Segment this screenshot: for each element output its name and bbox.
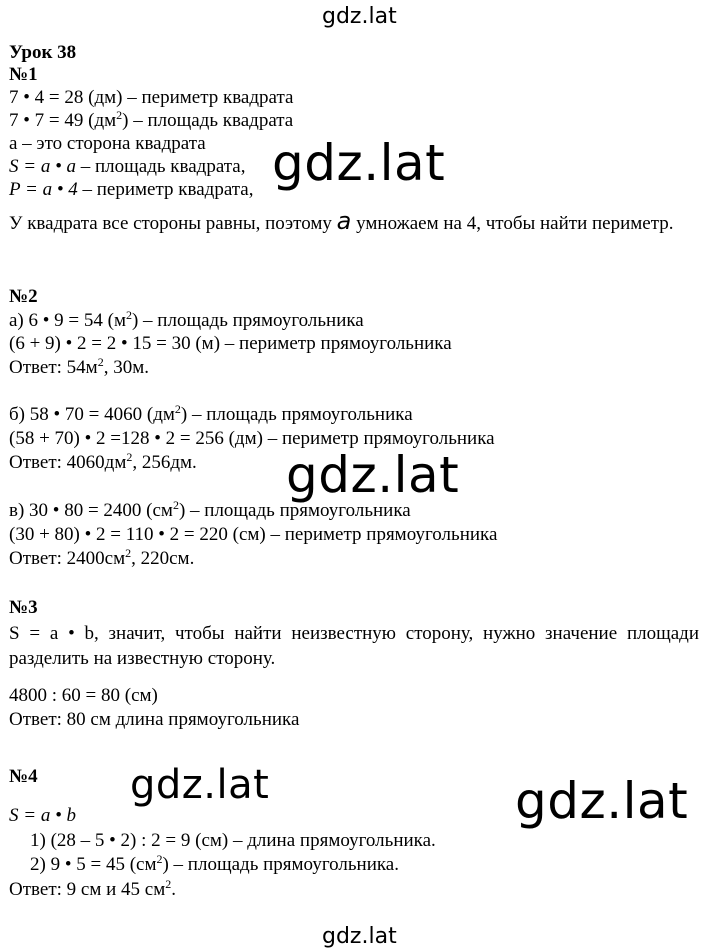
task4-formula-text: S = a • b <box>9 805 76 826</box>
task4-number: №4 <box>9 766 38 787</box>
task2-a-line2: (6 + 9) • 2 = 2 • 15 = 30 (м) – периметр прямоугольника <box>9 333 452 354</box>
task2-b1-a: б) 58 • 70 = 4060 (дм <box>9 404 175 425</box>
lesson-title: Урок 38 <box>9 42 77 63</box>
task4-formula <box>9 805 76 827</box>
task2-a3-b: , 30м. <box>103 357 149 378</box>
watermark-mid-1: gdz.lat <box>272 134 446 192</box>
task1-expl-a: У квадрата все стороны равны, поэтому <box>9 213 337 234</box>
task4-step1: 1) (28 – 5 • 2) : 2 = 9 (см) – длина прямоугольника. <box>30 830 436 851</box>
watermark-mid-3: gdz.lat <box>130 762 270 808</box>
task2-a-answer <box>9 357 149 379</box>
task2-b1-sup: 2 <box>174 402 181 416</box>
task2-b3-a: Ответ: 4060дм <box>9 452 127 473</box>
task2-a3-sup: 2 <box>97 355 104 369</box>
task2-number: №2 <box>9 286 38 307</box>
task4-s2-sup: 2 <box>156 852 163 866</box>
task2-c3-sup: 2 <box>125 546 132 560</box>
task2-c1-b: ) – площадь прямоугольника <box>178 500 411 521</box>
task2-c-answer <box>9 548 194 570</box>
task1-formula-perimeter: P = a • 4 <box>9 179 78 200</box>
task1-expl-b: умножаем на 4, чтобы найти периметр. <box>351 213 674 234</box>
task1-line3: а – это сторона квадрата <box>9 133 206 154</box>
task2-c3-a: Ответ: 2400см <box>9 548 126 569</box>
task4-answer <box>9 879 176 901</box>
task3-answer: Ответ: 80 см длина прямоугольника <box>9 709 300 730</box>
task3-paragraph: S = a • b, значит, чтобы найти неизвестную сторону, нужно значение площади разделить на известную сторону. <box>9 623 699 669</box>
task2-c1-sup: 2 <box>172 498 179 512</box>
task4-s2-b: ) – площадь прямоугольника. <box>162 854 399 875</box>
task1-line5-text: – периметр квадрата, <box>77 179 254 200</box>
watermark-mid-4: gdz.lat <box>515 772 689 830</box>
task2-a1-b: ) – площадь прямоугольника <box>131 310 364 331</box>
task2-b1-b: ) – площадь прямоугольника <box>180 404 413 425</box>
task2-b3-sup: 2 <box>126 450 133 464</box>
task2-a3-a: Ответ: 54м <box>9 357 98 378</box>
task1-line2-b: ) – площадь квадрата <box>122 110 294 131</box>
task2-c-line1 <box>9 500 411 522</box>
task2-c3-b: , 220см. <box>131 548 195 569</box>
task2-b-line1 <box>9 404 413 426</box>
watermark-bottom: gdz.lat <box>322 924 397 949</box>
task1-line1: 7 • 4 = 28 (дм) – периметр квадрата <box>9 87 294 108</box>
task2-b3-b: , 256дм. <box>132 452 197 473</box>
task2-a1-sup: 2 <box>125 308 132 322</box>
task1-line2 <box>9 110 293 132</box>
watermark-top: gdz.lat <box>322 4 397 29</box>
task1-line4-text: – площадь квадрата, <box>75 156 246 177</box>
task1-line4 <box>9 156 246 178</box>
task2-a-line1 <box>9 310 364 332</box>
task1-expl-var: a <box>336 207 352 235</box>
task1-explanation <box>9 208 699 237</box>
task1-line2-sup: 2 <box>116 108 123 122</box>
task4-s2-a: 2) 9 • 5 = 45 (см <box>30 854 157 875</box>
task4-ans-b: . <box>171 879 176 900</box>
task2-b-answer <box>9 452 197 474</box>
task2-a1-a: а) 6 • 9 = 54 (м <box>9 310 126 331</box>
task2-c1-a: в) 30 • 80 = 2400 (см <box>9 500 173 521</box>
task4-ans-sup: 2 <box>165 877 172 891</box>
task3-number: №3 <box>9 597 38 618</box>
watermark-mid-2: gdz.lat <box>286 446 460 504</box>
task1-line5 <box>9 179 253 201</box>
task1-formula-area: S = a • a <box>9 156 76 177</box>
task4-step2 <box>30 854 399 876</box>
task4-ans-a: Ответ: 9 см и 45 см <box>9 879 166 900</box>
task2-c-line2: (30 + 80) • 2 = 110 • 2 = 220 (см) – периметр прямоугольника <box>9 524 498 545</box>
task1-line2-a: 7 • 7 = 49 (дм <box>9 110 117 131</box>
task3-line1: 4800 : 60 = 80 (см) <box>9 685 158 706</box>
task1-number: №1 <box>9 64 38 85</box>
task2-b-line2: (58 + 70) • 2 =128 • 2 = 256 (дм) – периметр прямоугольника <box>9 428 495 449</box>
